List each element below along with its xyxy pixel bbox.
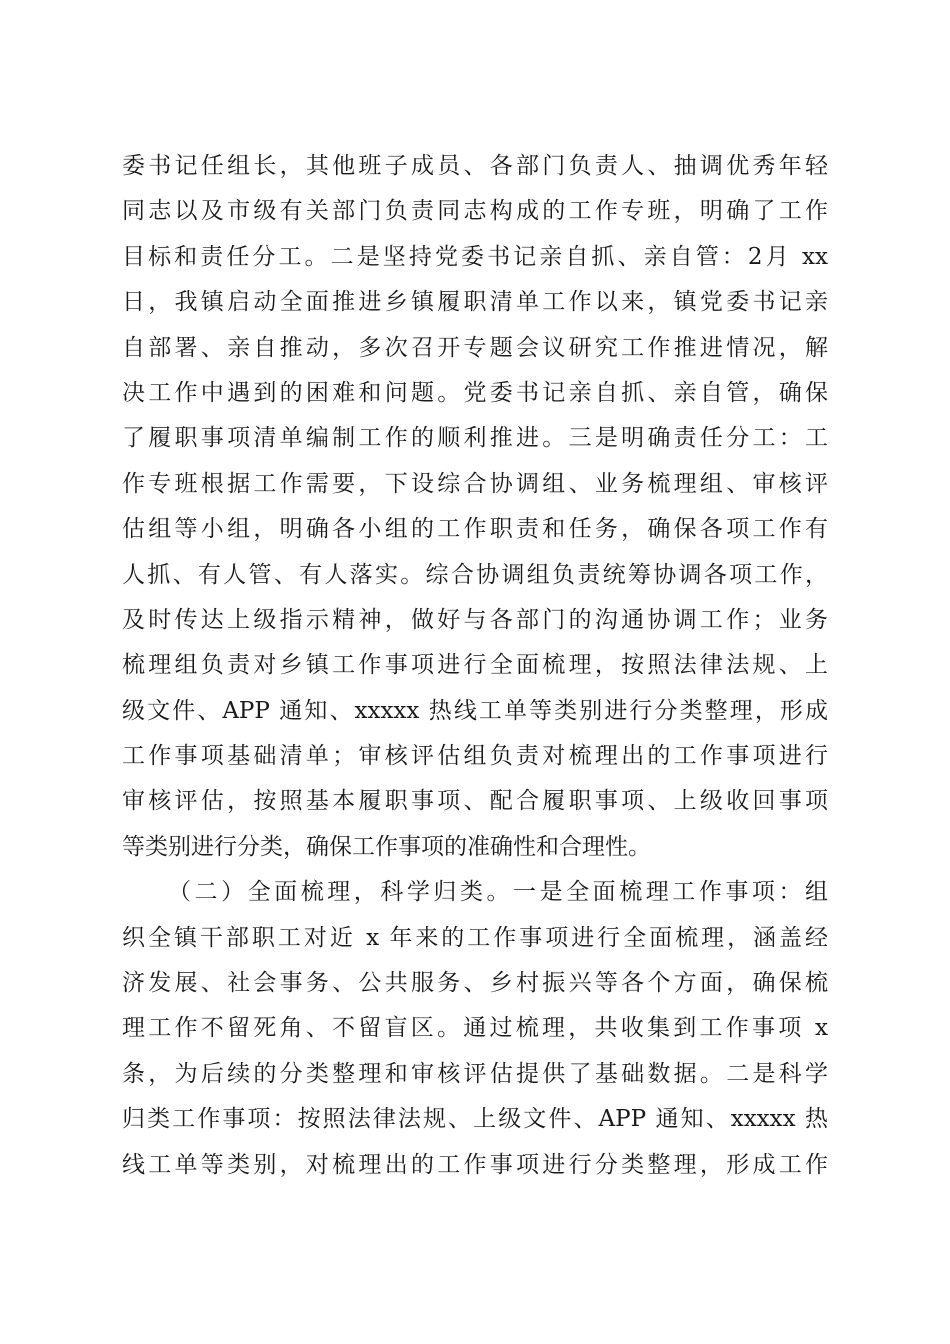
text-line: 梳理组负责对乡镇工作事项进行全面梳理，按照法律法规、上	[122, 652, 828, 679]
section-heading-line: （二）全面梳理，科学归类。一是全面梳理工作事项：组	[168, 879, 828, 906]
text-line: 织全镇干部职工对近 x 年来的工作事项进行全面梳理，涵盖经	[122, 924, 828, 951]
text-line: 决工作中遇到的困难和问题。党委书记亲自抓、亲自管，确保	[122, 379, 828, 406]
text-line: 日，我镇启动全面推进乡镇履职清单工作以来，镇党委书记亲	[122, 289, 828, 316]
text-line: 济发展、社会事务、公共服务、乡村振兴等各个方面，确保梳	[122, 970, 828, 997]
text-line: 条，为后续的分类整理和审核评估提供了基础数据。二是科学	[122, 1060, 828, 1087]
text-line: 人抓、有人管、有人落实。综合协调组负责统筹协调各项工作，	[122, 561, 828, 588]
text-line: 理工作不留死角、不留盲区。通过梳理，共收集到工作事项 x	[122, 1015, 828, 1042]
text-line: 目标和责任分工。二是坚持党委书记亲自抓、亲自管：2月 xx	[122, 243, 828, 270]
text-line: 同志以及市级有关部门负责同志构成的工作专班，明确了工作	[122, 198, 828, 225]
paragraph-end-line: 等类别进行分类，确保工作事项的准确性和合理性。	[122, 833, 651, 860]
text-line: 估组等小组，明确各小组的工作职责和任务，确保各项工作有	[122, 516, 828, 543]
text-line: 工作事项基础清单；审核评估组负责对梳理出的工作事项进行	[122, 743, 828, 770]
text-line: 级文件、APP 通知、xxxxx 热线工单等类别进行分类整理，形成	[122, 697, 828, 724]
text-line: 自部署、亲自推动，多次召开专题会议研究工作推进情况，解	[122, 334, 828, 361]
text-line: 线工单等类别，对梳理出的工作事项进行分类整理，形成工作	[122, 1151, 828, 1178]
text-line: 归类工作事项：按照法律法规、上级文件、APP 通知、xxxxx 热	[122, 1106, 828, 1133]
text-line: 作专班根据工作需要，下设综合协调组、业务梳理组、审核评	[122, 470, 828, 497]
body-text	[122, 144, 828, 1188]
text-line: 审核评估，按照基本履职事项、配合履职事项、上级收回事项	[122, 788, 828, 815]
text-line: 了履职事项清单编制工作的顺利推进。三是明确责任分工：工	[122, 425, 828, 452]
text-line: 委书记任组长，其他班子成员、各部门负责人、抽调优秀年轻	[122, 153, 828, 179]
text-line: 及时传达上级指示精神，做好与各部门的沟通协调工作；业务	[122, 606, 828, 633]
